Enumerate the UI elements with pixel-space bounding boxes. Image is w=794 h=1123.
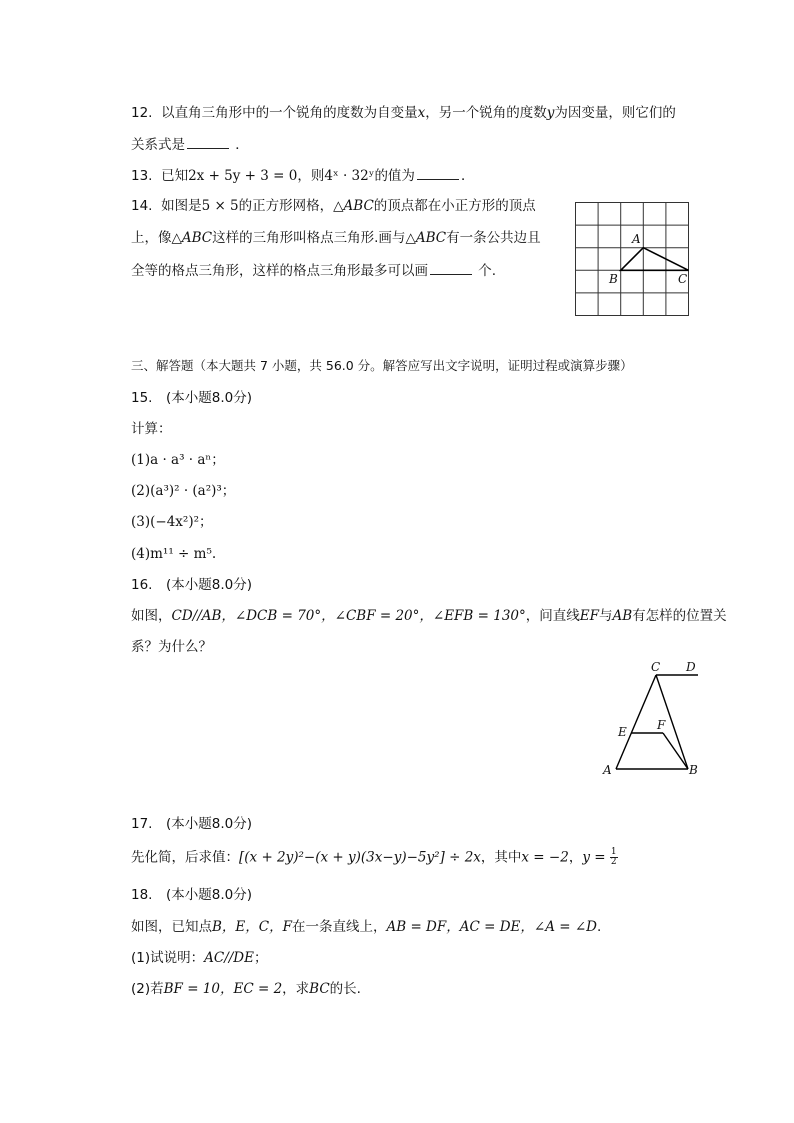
q18-segment-bc: BC xyxy=(309,981,330,997)
q18-text: ； xyxy=(253,950,268,966)
q14-triangle: △ABC xyxy=(405,230,447,246)
q12-number: 12. xyxy=(131,105,153,121)
q13-text: ，则 xyxy=(297,168,325,184)
q13-text: 已知 xyxy=(161,168,189,184)
q16-text: 与 xyxy=(598,608,613,624)
q12-line2 xyxy=(131,135,249,154)
label-a: A xyxy=(632,232,641,246)
q18-text: 的长. xyxy=(329,981,361,997)
q18-text: (1)试说明： xyxy=(131,950,205,966)
q16-line-ef: EF xyxy=(579,608,599,624)
q13-expression: 4ˣ · 32ʸ xyxy=(324,168,375,184)
q12-text: 以直角三角形中的一个锐角的度数为自变量 xyxy=(161,105,418,121)
q18-header: 18. (本小题8.0分) xyxy=(131,887,252,903)
q14-triangle: △ABC xyxy=(333,198,374,214)
q18-text: . xyxy=(596,919,602,935)
q18-points: B，E，C，F xyxy=(212,919,292,935)
q18-text: 如图，已知点 xyxy=(131,919,212,935)
q14-text: 这样的三角形叫格点三角形.画与 xyxy=(212,230,406,246)
q14-line1 xyxy=(131,197,536,215)
q13-period: ． xyxy=(460,168,475,184)
q17-y-value: y = xyxy=(582,849,610,866)
q15-intro: 计算： xyxy=(131,421,172,437)
q17-line xyxy=(131,848,618,867)
q14-line2 xyxy=(131,229,541,247)
q13-line xyxy=(131,166,474,185)
q12-line1 xyxy=(131,104,676,122)
q18-conditions: AB = DF，AC = DE，∠A = ∠D xyxy=(386,919,597,935)
q18-part2 xyxy=(131,980,361,998)
section-3-heading: 三、解答题（本大题共 7 小题，共 56.0 分。解答应写出文字说明，证明过程或演算步骤） xyxy=(131,358,633,373)
q16-text: 有怎样的位置关 xyxy=(632,608,727,624)
label-c: C xyxy=(678,272,688,286)
q16-header: 16. (本小题8.0分) xyxy=(131,577,252,593)
q13-number: 13. xyxy=(131,168,153,184)
q14-text: 个. xyxy=(478,263,497,279)
segment-fb xyxy=(663,733,688,769)
segment-ca xyxy=(616,675,656,769)
q18-text: 在一条直线上， xyxy=(291,919,387,935)
q16-text: 如图， xyxy=(131,608,172,624)
q15-part2: (2)(a³)² · (a²)³； xyxy=(131,483,236,499)
q17-expression: [(x + 2y)²−(x + y)(3x−y)−5y²] ÷ 2x xyxy=(239,849,481,866)
q15-part4: (4)m¹¹ ÷ m⁵. xyxy=(131,546,217,562)
q13-equation: 2x + 5y + 3 = 0 xyxy=(188,168,298,184)
label-b: B xyxy=(689,763,698,777)
q14-line3 xyxy=(131,261,496,280)
q15-part3: (3)(−4x²)²； xyxy=(131,514,213,530)
label-e: E xyxy=(618,725,627,739)
q14-triangle: △ABC xyxy=(171,230,213,246)
q18-text: ，求 xyxy=(282,981,310,997)
q18-text: (2)若 xyxy=(131,981,164,997)
q12-period: ． xyxy=(235,137,249,153)
q18-parallel: AC//DE xyxy=(204,950,254,966)
q14-text: 如图是 xyxy=(161,198,202,214)
triangle-abc xyxy=(621,248,689,271)
label-f: F xyxy=(657,718,666,732)
answer-blank[interactable] xyxy=(187,135,229,149)
q12-var-x: x xyxy=(417,105,426,121)
q16-line1 xyxy=(131,607,727,625)
q18-part1 xyxy=(131,949,267,967)
q12-var-y: y xyxy=(546,105,555,121)
q14-grid-figure xyxy=(574,201,692,319)
answer-blank[interactable] xyxy=(417,166,459,180)
q14-text: 的顶点都在小正方形的顶点 xyxy=(373,198,536,214)
answer-blank[interactable] xyxy=(430,261,472,275)
q17-text: ，其中 xyxy=(480,849,522,866)
q16-text: ，问直线 xyxy=(525,608,580,624)
fraction-one-half xyxy=(610,848,618,867)
q14-text: 上，像 xyxy=(131,230,172,246)
q16-figure xyxy=(598,656,708,782)
label-a: A xyxy=(603,763,612,777)
q14-text: 的正方形网格， xyxy=(238,198,334,214)
q14-text: 有一条公共边且 xyxy=(446,230,541,246)
q17-text: 先化简，后求值： xyxy=(131,849,239,866)
label-c: C xyxy=(651,660,661,674)
q12-text: 为因变量，则它们的 xyxy=(554,105,676,121)
q13-text: 的值为 xyxy=(374,168,415,184)
q17-separator: ， xyxy=(568,849,583,866)
q14-text: 全等的格点三角形，这样的格点三角形最多可以画 xyxy=(131,263,428,279)
q14-number: 14. xyxy=(131,198,153,214)
label-d: D xyxy=(686,660,696,674)
q17-x-value: x = −2 xyxy=(521,849,569,866)
fraction-denominator: 2 xyxy=(610,857,617,867)
q17-header: 17. (本小题8.0分) xyxy=(131,816,252,832)
q18-line1 xyxy=(131,918,601,936)
label-b: B xyxy=(609,272,618,286)
q18-given: BF = 10，EC = 2 xyxy=(163,981,283,997)
q12-text: ，另一个锐角的度数 xyxy=(425,105,547,121)
fraction-numerator: 1 xyxy=(610,847,617,857)
q12-text: 关系式是 xyxy=(131,137,185,153)
q16-line2: 系？为什么？ xyxy=(131,639,212,655)
q16-line-ab: AB xyxy=(612,608,633,624)
q16-conditions: CD//AB，∠DCB = 70°，∠CBF = 20°，∠EFB = 130° xyxy=(171,608,526,624)
q14-grid-size: 5 × 5 xyxy=(201,198,239,214)
q15-header: 15. (本小题8.0分) xyxy=(131,390,252,406)
q15-part1: (1)a · a³ · aⁿ； xyxy=(131,452,225,468)
